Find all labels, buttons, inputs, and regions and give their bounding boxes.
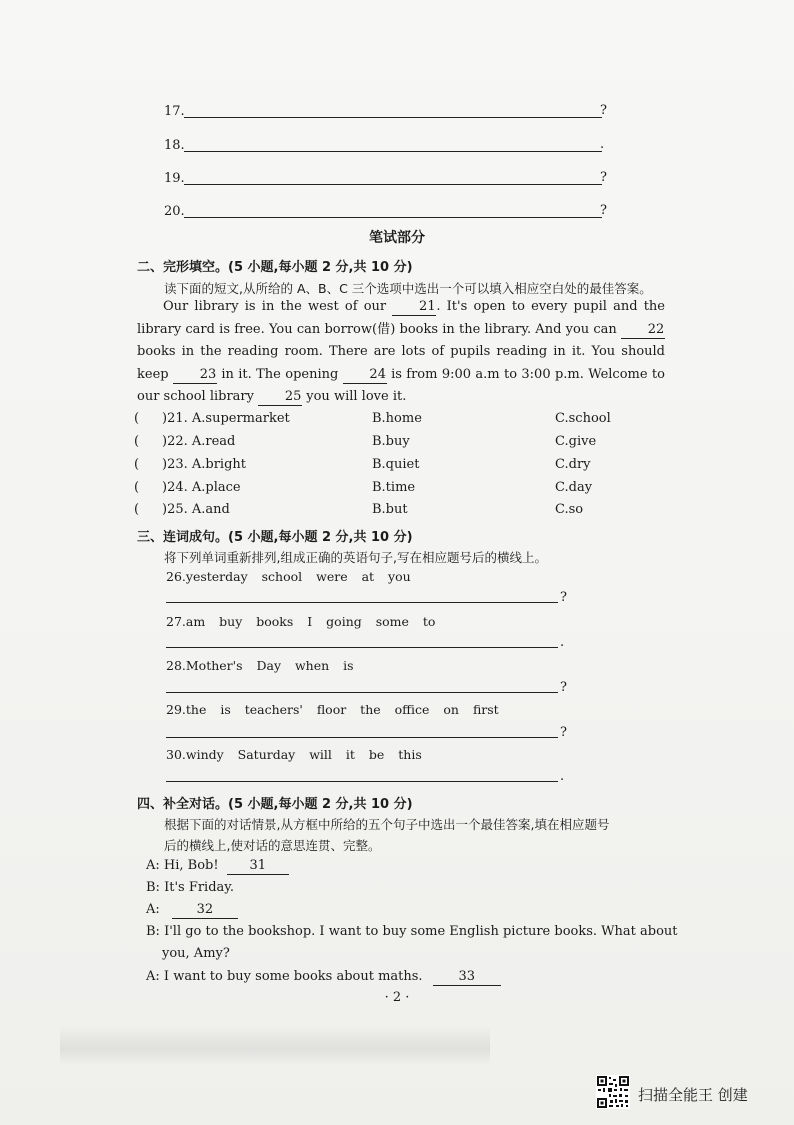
- section3-instruction: 将下列单词重新排列,组成正确的英语句子,写在相应题号后的横线上。: [164, 550, 547, 565]
- section2-instruction: 读下面的短文,从所给的 A、B、C 三个选项中选出一个可以填入相应空白处的最佳答案。: [164, 281, 652, 296]
- line-end-mark: .: [560, 769, 565, 784]
- line-end-mark: ?: [560, 680, 567, 695]
- option-a: )21. A.supermarket: [162, 411, 290, 426]
- answer-line-19: [164, 170, 607, 186]
- dialog-line-5: [162, 946, 230, 961]
- section4-instruction-1: 根据下面的对话情景,从方框中所给的五个句子中选出一个最佳答案,填在相应题号: [164, 817, 610, 832]
- blank-25: 25: [258, 389, 302, 406]
- passage-text: . It's open to every pupil and the library card is free. You can borrow(借) books in the library. And you can: [137, 299, 665, 337]
- dialog-text: It's Friday.: [164, 880, 235, 895]
- line-number: 20.: [164, 204, 185, 219]
- line-end-mark: ?: [600, 170, 607, 185]
- dialog-line-6: [146, 969, 501, 986]
- answer-line-18: [164, 137, 605, 153]
- line-end-mark: .: [560, 635, 565, 650]
- passage-text: in it. The opening: [221, 366, 339, 382]
- option-c: C.day: [555, 480, 593, 495]
- scrambled-words-30: 30.windy Saturday will it be this: [166, 747, 422, 762]
- option-b: B.time: [372, 480, 416, 495]
- line-number: 18.: [164, 138, 185, 153]
- line-end-mark: .: [600, 137, 605, 152]
- speaker-label: B:: [146, 880, 160, 895]
- passage-text: Our library is in the west of our: [163, 299, 387, 314]
- answer-line-29: [166, 737, 558, 738]
- line-number: 17.: [164, 104, 185, 119]
- option-row-25: [134, 502, 634, 522]
- watermark-text: 扫描全能王 创建: [638, 1086, 748, 1104]
- passage-text: books in the reading room. There are lots of pupils reading in it. You should keep: [137, 344, 665, 382]
- qr-code-icon: [596, 1075, 630, 1109]
- option-b: B.buy: [372, 434, 410, 449]
- passage-text: you will love it.: [306, 389, 407, 404]
- line-end-mark: ?: [560, 725, 567, 740]
- blank-32: 32: [172, 902, 238, 919]
- scan-shadow: [60, 1025, 490, 1065]
- dialog-line-3: [146, 902, 238, 919]
- answer-paren: (: [134, 411, 140, 426]
- option-c: C.give: [555, 434, 597, 449]
- option-row-23: [134, 457, 634, 477]
- option-a: )23. A.bright: [162, 457, 247, 472]
- option-b: B.home: [372, 411, 422, 426]
- answer-line-27: [166, 647, 558, 648]
- section4-instruction-2: 后的横线上,使对话的意思连贯、完整。: [164, 838, 381, 853]
- option-b: B.but: [372, 502, 408, 517]
- dialog-text: I want to buy some books about maths.: [163, 969, 423, 984]
- dialog-text: you, Amy?: [162, 946, 230, 961]
- answer-line-30: [166, 781, 558, 782]
- option-a: )24. A.place: [162, 480, 241, 495]
- dialog-text: I'll go to the bookshop. I want to buy some English picture books. What about: [164, 924, 678, 939]
- section3-heading: 三、连词成句。(5 小题,每小题 2 分,共 10 分): [137, 530, 413, 545]
- option-c: C.dry: [555, 457, 591, 472]
- answer-line-20: [164, 203, 607, 219]
- scanner-watermark: [596, 1075, 786, 1111]
- speaker-label: A:: [146, 902, 160, 917]
- answer-line-17: [164, 103, 607, 119]
- passage-text: is from 9:00 a.m to 3:00 p.m. Welcome to our school library: [137, 366, 665, 404]
- option-row-22: [134, 434, 634, 454]
- blank-23: 23: [173, 367, 217, 384]
- blank-22: 22: [621, 322, 665, 339]
- speaker-label: A:: [146, 858, 160, 873]
- page-number: · 2 ·: [384, 990, 410, 1005]
- dialog-line-2: [146, 880, 234, 895]
- blank-21: 21: [392, 299, 436, 316]
- answer-paren: (: [134, 457, 140, 472]
- section4-heading: 四、补全对话。(5 小题,每小题 2 分,共 10 分): [137, 797, 413, 812]
- answer-paren: (: [134, 502, 140, 517]
- dialog-text: Hi, Bob!: [163, 858, 219, 873]
- blank-31: 31: [227, 858, 289, 875]
- option-row-21: [134, 411, 634, 431]
- line-end-mark: ?: [600, 103, 607, 118]
- option-a: )22. A.read: [162, 434, 236, 449]
- written-part-title: 笔试部分: [369, 230, 425, 246]
- scrambled-words-28: 28.Mother's Day when is: [166, 658, 354, 673]
- line-end-mark: ?: [560, 590, 567, 605]
- underline: [184, 217, 602, 218]
- blank-33: 33: [433, 969, 501, 986]
- answer-line-26: [166, 602, 558, 603]
- option-row-24: [134, 480, 634, 500]
- dialog-line-4: [146, 924, 678, 939]
- answer-line-28: [166, 692, 558, 693]
- line-number: 19.: [164, 171, 185, 186]
- option-c: C.so: [555, 502, 584, 517]
- line-end-mark: ?: [600, 203, 607, 218]
- cloze-passage: [137, 296, 665, 409]
- scrambled-words-26: 26.yesterday school were at you: [166, 569, 411, 584]
- blank-24: 24: [343, 367, 387, 384]
- underline: [184, 184, 602, 185]
- speaker-label: B:: [146, 924, 160, 939]
- dialog-line-1: [146, 858, 289, 875]
- option-b: B.quiet: [372, 457, 420, 472]
- option-a: )25. A.and: [162, 502, 230, 517]
- underline: [184, 151, 602, 152]
- scrambled-words-27: 27.am buy books I going some to: [166, 614, 436, 629]
- speaker-label: A:: [146, 969, 160, 984]
- scrambled-words-29: 29.the is teachers' floor the office on first: [166, 702, 499, 717]
- underline: [184, 117, 602, 118]
- section2-heading: 二、完形填空。(5 小题,每小题 2 分,共 10 分): [137, 260, 413, 275]
- answer-paren: (: [134, 434, 140, 449]
- answer-paren: (: [134, 480, 140, 495]
- option-c: C.school: [555, 411, 611, 426]
